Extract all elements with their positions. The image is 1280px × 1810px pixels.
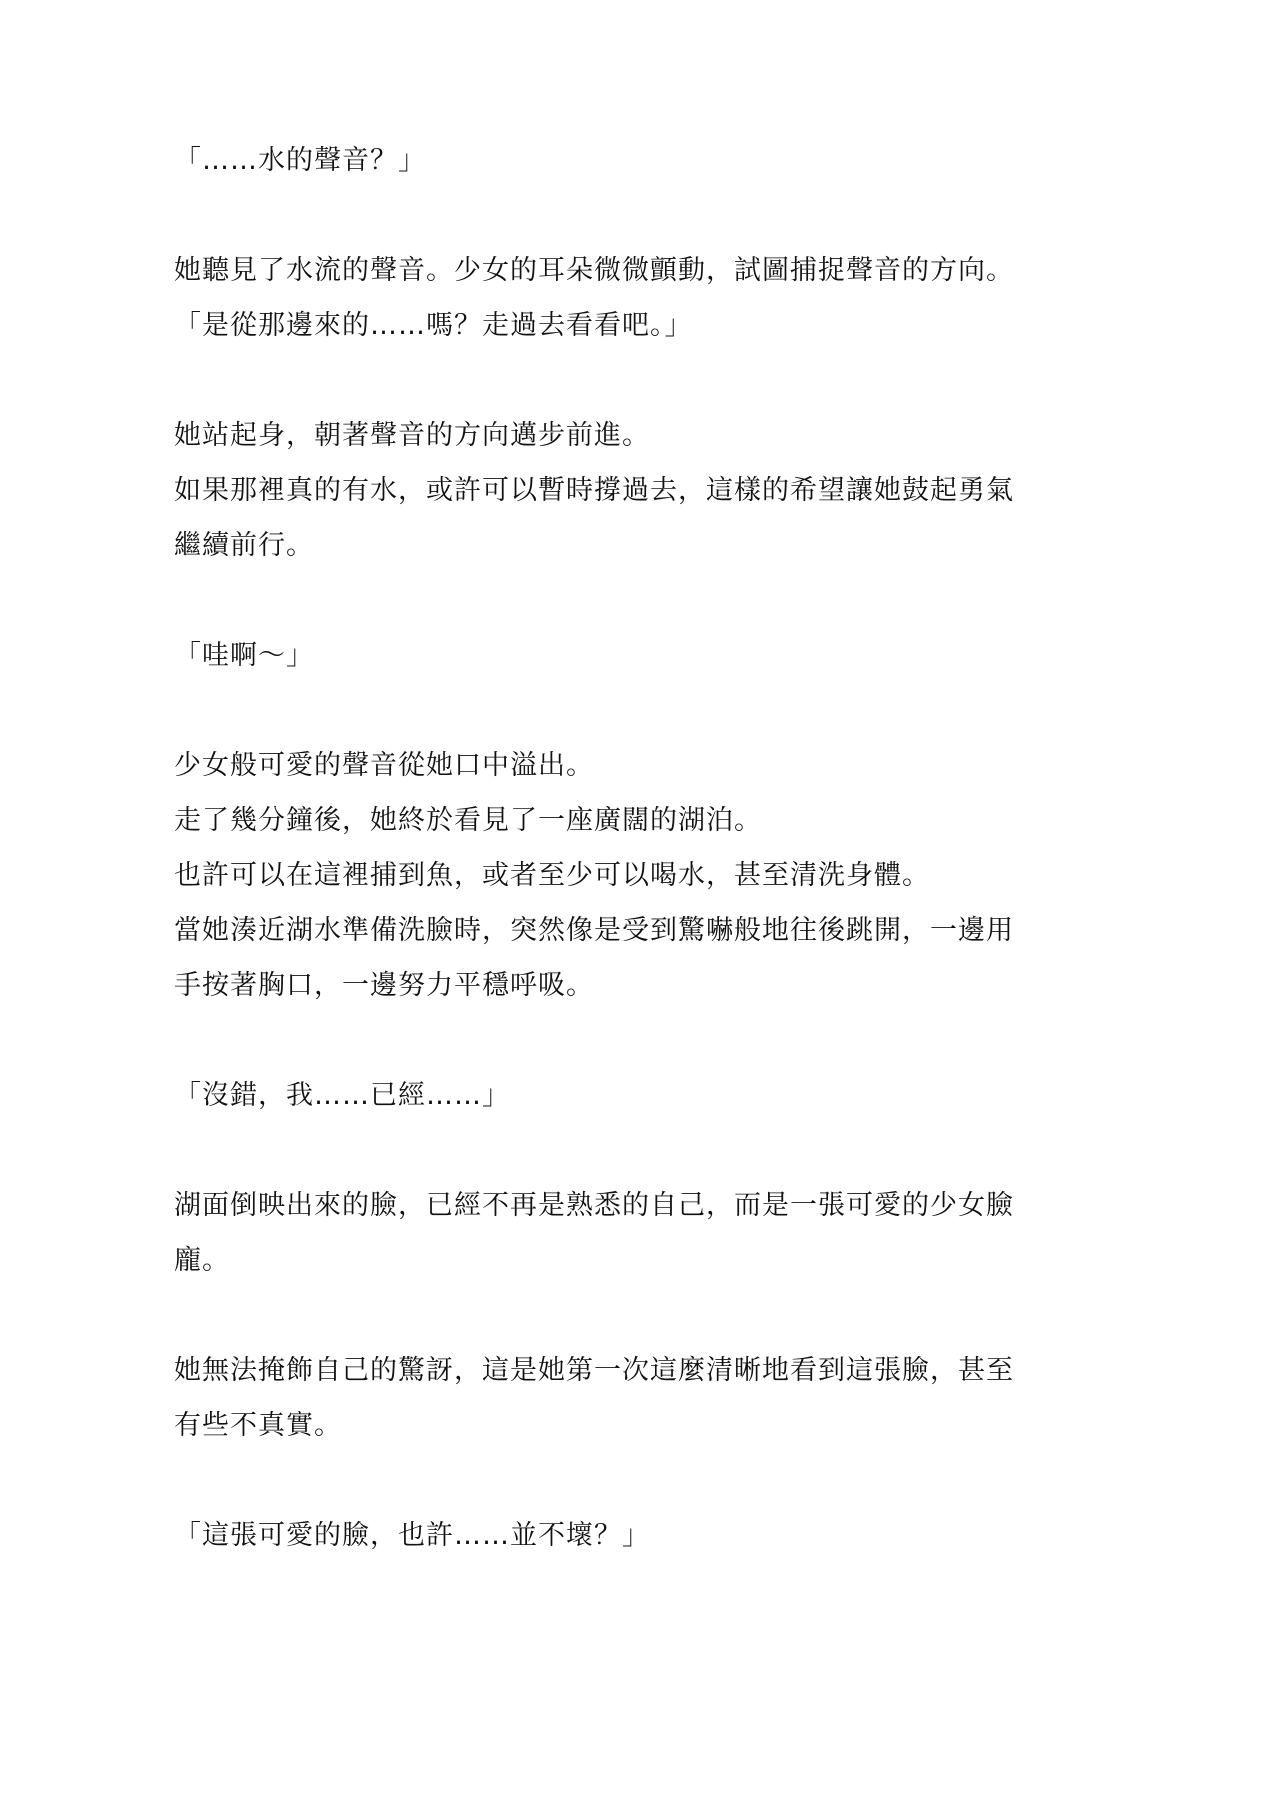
paragraph-gap (174, 573, 1104, 628)
paragraph-gap (174, 1288, 1104, 1343)
paragraph-gap (174, 353, 1104, 408)
paragraph-gap (174, 1013, 1104, 1068)
text-line: 也許可以在這裡捕到魚，或者至少可以喝水，甚至清洗身體。 (174, 860, 930, 891)
dialogue-line: 「哇啊～」 (174, 640, 314, 671)
text-line: 有些不真實。 (174, 1410, 342, 1441)
text-line: 手按著胸口，一邊努力平穩呼吸。 (174, 970, 594, 1001)
paragraph-gap (174, 683, 1104, 738)
text-line: 她無法掩飾自己的驚訝，這是她第一次這麼清晰地看到這張臉，甚至 (174, 1355, 1014, 1386)
paragraph-gap (174, 1123, 1104, 1178)
text-line: 少女般可愛的聲音從她口中溢出。 (174, 750, 594, 781)
dialogue-line: 「……水的聲音？」 (174, 145, 426, 176)
text-line: 當她湊近湖水準備洗臉時，突然像是受到驚嚇般地往後跳開，一邊用 (174, 915, 1014, 946)
paragraph-gap (174, 188, 1104, 243)
text-line: 走了幾分鐘後，她終於看見了一座廣闊的湖泊。 (174, 805, 762, 836)
text-line: 湖面倒映出來的臉，已經不再是熟悉的自己，而是一張可愛的少女臉 (174, 1190, 1014, 1221)
dialogue-line: 「這張可愛的臉，也許……並不壞？」 (174, 1520, 650, 1551)
dialogue-line: 「是從那邊來的……嗎？走過去看看吧。」 (174, 310, 693, 341)
text-line: 龐。 (174, 1245, 230, 1276)
text-line: 她聽見了水流的聲音。少女的耳朵微微顫動，試圖捕捉聲音的方向。 (174, 255, 1014, 286)
text-line: 如果那裡真的有水，或許可以暫時撐過去，這樣的希望讓她鼓起勇氣 (174, 475, 1014, 506)
dialogue-line: 「沒錯，我……已經……」 (174, 1080, 510, 1111)
paragraph-gap (174, 1453, 1104, 1508)
text-line: 繼續前行。 (174, 530, 314, 561)
text-line: 她站起身，朝著聲音的方向邁步前進。 (174, 420, 650, 451)
document-page (174, 133, 1104, 1563)
